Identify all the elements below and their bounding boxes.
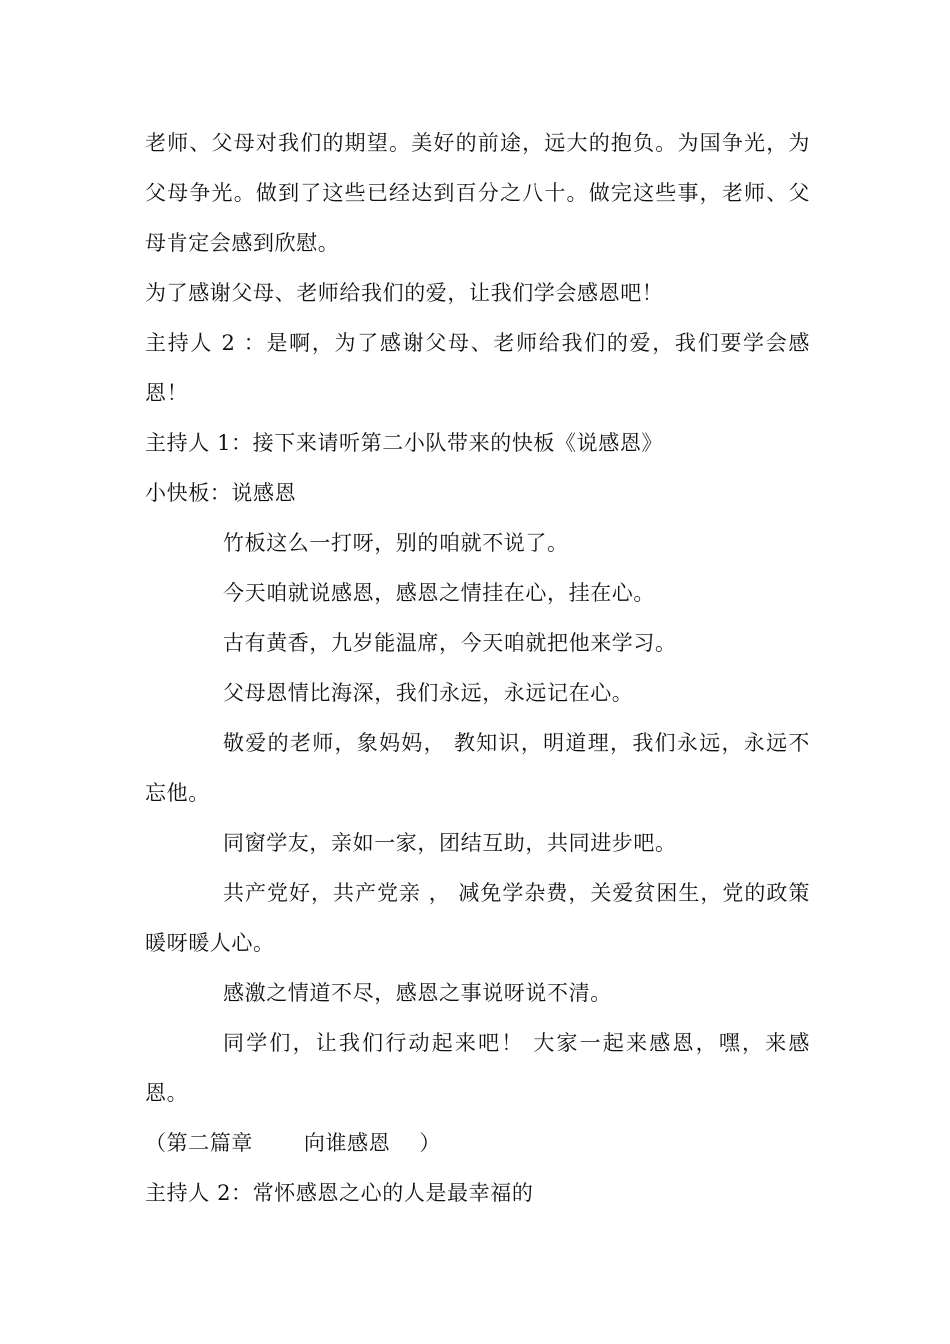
host2-line: 主持人 2 ：是啊，为了感谢父母、老师给我们的爱，我们要学会感恩！	[145, 331, 810, 405]
document-body	[145, 118, 810, 1218]
kuaiban-verse: 敬爱的老师，象妈妈， 教知识，明道理，我们永远，永远不忘他。	[145, 731, 810, 805]
kuaiban-verse: 同窗学友，亲如一家，团结互助，共同进步吧。	[223, 831, 677, 855]
kuaiban-verse: 感激之情道不尽，感恩之事说呀说不清。	[223, 981, 612, 1005]
kuaiban-verse: 同学们，让我们行动起来吧！ 大家一起来感恩，嘿，来感恩。	[145, 1031, 810, 1105]
kuaiban-verse: 古有黄香，九岁能温席，今天咱就把他来学习。	[223, 631, 677, 655]
chapter-heading: （第二篇章 向谁感恩 ）	[145, 1131, 442, 1155]
host1-line: 主持人 1：接下来请听第二小队带来的快板《说感恩》	[145, 431, 664, 455]
kuaiban-verse: 共产党好，共产党亲 ， 减免学杂费，关爱贫困生，党的政策暖呀暖人心。	[145, 881, 810, 955]
paragraph-learn-gratitude: 为了感谢父母、老师给我们的爱，让我们学会感恩吧！	[145, 281, 664, 305]
kuaiban-verse: 今天咱就说感恩，感恩之情挂在心，挂在心。	[223, 581, 655, 605]
kuaiban-title: 小快板：说感恩	[145, 481, 297, 505]
kuaiban-verse: 竹板这么一打呀，别的咱就不说了。	[223, 531, 569, 555]
kuaiban-verse: 父母恩情比海深，我们永远，永远记在心。	[223, 681, 634, 705]
paragraph-expectations: 老师、父母对我们的期望。美好的前途，远大的抱负。为国争光，为父母争光。做到了这些已经达到百分之八十。做完这些事，老师、父母肯定会感到欣慰。	[145, 131, 810, 255]
host2-closing-line: 主持人 2：常怀感恩之心的人是最幸福的	[145, 1181, 534, 1205]
